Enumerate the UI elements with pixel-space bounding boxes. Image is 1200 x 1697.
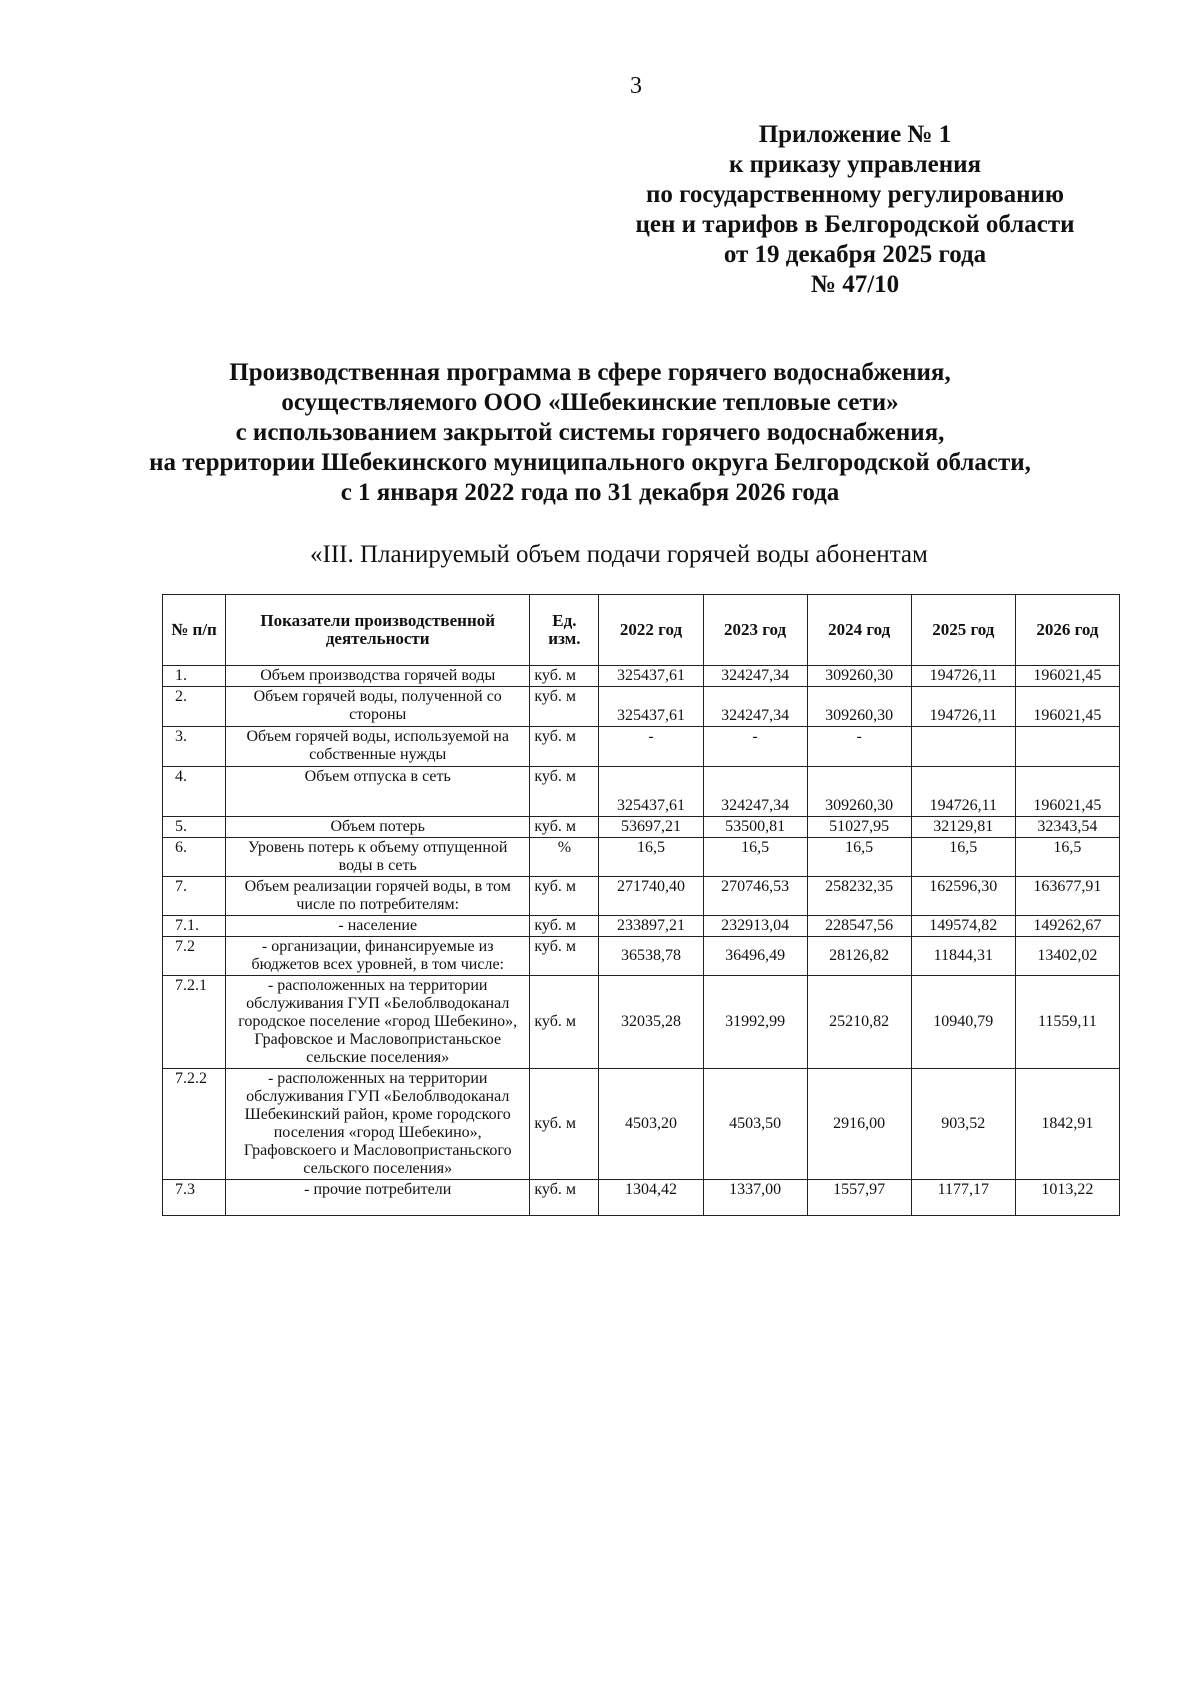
table-row [163, 838, 1120, 877]
header-no: № п/п [163, 595, 226, 666]
row-unit: куб. м [530, 727, 599, 767]
row-value: 903,52 [911, 1069, 1015, 1180]
heading-line: Производственная программа в сфере горячего водоснабжения, [229, 359, 951, 386]
row-name: - прочие потребители [226, 1180, 530, 1216]
row-name: - организации, финансируемые из бюджетов всех уровней, в том числе: [226, 937, 530, 976]
header-name: Показатели производственной деятельности [226, 595, 530, 666]
row-name: Объем производства горячей воды [226, 666, 530, 687]
row-value: 51027,95 [807, 817, 911, 838]
row-value: 324247,34 [703, 767, 807, 817]
row-value: 233897,21 [599, 916, 703, 937]
row-value [1015, 727, 1119, 767]
row-name: - расположенных на территории обслуживания ГУП «Белоблводоканал городское поселение «город Шебекино», Графовское и Масловопристаньское сельские поселения» [226, 976, 530, 1069]
row-value: - [599, 727, 703, 767]
header-year: 2022 год [599, 595, 703, 666]
row-no: 7.3 [163, 1180, 226, 1216]
row-unit: куб. м [530, 877, 599, 916]
row-unit: куб. м [530, 687, 599, 727]
row-unit: куб. м [530, 937, 599, 976]
row-value: 1177,17 [911, 1180, 1015, 1216]
table-row [163, 1180, 1120, 1216]
row-value: 11844,31 [911, 937, 1015, 976]
heading-line: с 1 января 2022 года по 31 декабря 2026 года [340, 479, 840, 506]
header-year: 2025 год [911, 595, 1015, 666]
row-no: 7.2.2 [163, 1069, 226, 1180]
row-value: 196021,45 [1015, 666, 1119, 687]
row-value: 324247,34 [703, 666, 807, 687]
row-value: 16,5 [1015, 838, 1119, 877]
row-value: 16,5 [703, 838, 807, 877]
heading-line: на территории Шебекинского муниципального округа Белгородской области, [149, 449, 1031, 476]
heading-line: с использованием закрытой системы горячего водоснабжения, [235, 419, 945, 446]
production-program-table [162, 594, 1120, 1216]
row-value: 31992,99 [703, 976, 807, 1069]
row-value: 36538,78 [599, 937, 703, 976]
table-header-row [163, 595, 1120, 666]
appendix-line: к приказу управления [728, 151, 982, 178]
row-name: Объем реализации горячей воды, в том числе по потребителям: [226, 877, 530, 916]
table-row [163, 817, 1120, 838]
row-name: - расположенных на территории обслуживания ГУП «Белоблводоканал Шебекинский район, кроме городского поселения «город Шебекино», Графовскоего и Масловопристаньского сельского поселения» [226, 1069, 530, 1180]
row-value: 324247,34 [703, 687, 807, 727]
heading-line: осуществляемого ООО «Шебекинские тепловые сети» [281, 389, 899, 416]
row-no: 1. [163, 666, 226, 687]
header-year: 2023 год [703, 595, 807, 666]
row-value: 325437,61 [599, 666, 703, 687]
table-row [163, 687, 1120, 727]
row-value: 4503,50 [703, 1069, 807, 1180]
header-year: 2026 год [1015, 595, 1119, 666]
table-row [163, 916, 1120, 937]
row-name: Объем горячей воды, используемой на собственные нужды [226, 727, 530, 767]
row-unit: куб. м [530, 817, 599, 838]
row-value [911, 727, 1015, 767]
header-unit: Ед. изм. [530, 595, 599, 666]
row-unit: куб. м [530, 767, 599, 817]
row-no: 3. [163, 727, 226, 767]
row-value: 10940,79 [911, 976, 1015, 1069]
row-value: 325437,61 [599, 687, 703, 727]
row-value: 2916,00 [807, 1069, 911, 1180]
row-value: 1557,97 [807, 1180, 911, 1216]
row-name: Объем потерь [226, 817, 530, 838]
row-value: 36496,49 [703, 937, 807, 976]
row-value: 149574,82 [911, 916, 1015, 937]
row-value: 16,5 [807, 838, 911, 877]
row-value: 13402,02 [1015, 937, 1119, 976]
row-value: 163677,91 [1015, 877, 1119, 916]
row-value: 309260,30 [807, 687, 911, 727]
row-value: 11559,11 [1015, 976, 1119, 1069]
row-value: 16,5 [599, 838, 703, 877]
row-value: 32343,54 [1015, 817, 1119, 838]
row-value: 1842,91 [1015, 1069, 1119, 1180]
row-no: 7.2.1 [163, 976, 226, 1069]
row-name: Объем горячей воды, полученной со стороны [226, 687, 530, 727]
row-value: 228547,56 [807, 916, 911, 937]
row-value: 32035,28 [599, 976, 703, 1069]
table-row [163, 937, 1120, 976]
row-value: 194726,11 [911, 767, 1015, 817]
row-value: 194726,11 [911, 687, 1015, 727]
appendix-line: № 47/10 [810, 271, 900, 298]
row-no: 4. [163, 767, 226, 817]
row-value: 232913,04 [703, 916, 807, 937]
row-value: 4503,20 [599, 1069, 703, 1180]
row-value: - [807, 727, 911, 767]
row-name: - население [226, 916, 530, 937]
row-name: Объем отпуска в сеть [226, 767, 530, 817]
row-value: 271740,40 [599, 877, 703, 916]
table-row [163, 727, 1120, 767]
row-value: 149262,67 [1015, 916, 1119, 937]
row-value: 194726,11 [911, 666, 1015, 687]
row-value: 196021,45 [1015, 767, 1119, 817]
row-unit: куб. м [530, 916, 599, 937]
table-row [163, 666, 1120, 687]
row-value: 53500,81 [703, 817, 807, 838]
row-value: 1337,00 [703, 1180, 807, 1216]
section-title: «III. Планируемый объем подачи горячей воды абонентам [310, 541, 928, 568]
row-value: 28126,82 [807, 937, 911, 976]
row-no: 6. [163, 838, 226, 877]
row-no: 7. [163, 877, 226, 916]
program-heading [120, 358, 1060, 508]
row-value: 16,5 [911, 838, 1015, 877]
row-value: - [703, 727, 807, 767]
appendix-line: от 19 декабря 2025 года [723, 241, 987, 268]
row-no: 7.1. [163, 916, 226, 937]
row-value: 325437,61 [599, 767, 703, 817]
row-no: 7.2 [163, 937, 226, 976]
appendix-block [590, 120, 1120, 300]
appendix-line: Приложение № 1 [758, 121, 952, 148]
row-value: 1304,42 [599, 1180, 703, 1216]
page-number: 3 [630, 73, 642, 99]
row-value: 258232,35 [807, 877, 911, 916]
row-unit: куб. м [530, 1069, 599, 1180]
row-value: 53697,21 [599, 817, 703, 838]
header-year: 2024 год [807, 595, 911, 666]
table-row [163, 976, 1120, 1069]
row-value: 1013,22 [1015, 1180, 1119, 1216]
table-row [163, 877, 1120, 916]
row-unit: куб. м [530, 666, 599, 687]
appendix-line: по государственному регулированию [645, 181, 1065, 208]
row-value: 32129,81 [911, 817, 1015, 838]
row-value: 270746,53 [703, 877, 807, 916]
row-unit: % [530, 838, 599, 877]
row-name: Уровень потерь к объему отпущенной воды в сеть [226, 838, 530, 877]
row-unit: куб. м [530, 976, 599, 1069]
row-value: 309260,30 [807, 666, 911, 687]
table-row [163, 767, 1120, 817]
row-no: 5. [163, 817, 226, 838]
table-row [163, 1069, 1120, 1180]
row-value: 25210,82 [807, 976, 911, 1069]
row-no: 2. [163, 687, 226, 727]
row-value: 309260,30 [807, 767, 911, 817]
row-unit: куб. м [530, 1180, 599, 1216]
row-value: 162596,30 [911, 877, 1015, 916]
appendix-line: цен и тарифов в Белгородской области [635, 211, 1075, 238]
row-value: 196021,45 [1015, 687, 1119, 727]
